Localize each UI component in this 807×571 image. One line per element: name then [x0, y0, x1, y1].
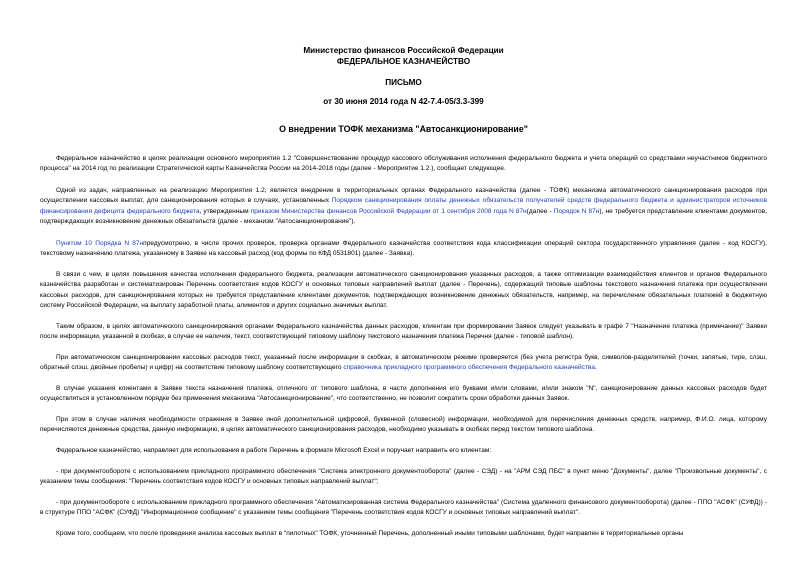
- paragraph-task-text-d: ), не требуется представление клиентами документов, подтверждающих возникновение денежных обязательств (далее - механизм "Автосанкционирование").: [40, 207, 767, 226]
- ministry-name: Министерство финансов Российской Федерации: [303, 46, 504, 55]
- paragraph-pilot: Кроме того, сообщаем, что после проведения анализа кассовых выплат в "пилотных" ТОФК, уточненный Перечень, дополненный иными типовыми шаблонами, будет направлен в территориальные органы: [56, 530, 684, 537]
- document-type: ПИСЬМО: [385, 78, 422, 87]
- paragraph-instructions: Таким образом, в целях автоматического санкционирования органами Федерального казначейства данных расходов, клиентам при формировании Заявок следует указывать в графе 7 "Назначение платежа (примечание)" Заявки после информации, указанной в скобках, в случае ее наличия, текст, соответствующий типовому шаблону текстового назначения платежа Перечня (далее - типовой шаблон).: [40, 323, 767, 341]
- paragraph-asfk-channel: - при документообороте с использованием прикладного программного обеспечения "Автоматизированная система Федерального казначейства" (Система удаленного финансового документооборота) (далее - ППО "АСФК" (СУФД)) - в структуре ППО "АСФК" (СУФД) "Информационное сообщение" с указанием темы сообщения "Перечень соответствия кодов КОСГУ и основных типовых направлений выплат".: [40, 499, 767, 517]
- paragraph-point10-text: предусмотрено, в числе прочих проверок, проверка органами Федерального казначейства соответствия кода классификации операций сектора государственного управления (далее - код КОСГУ), текстовому назначению платежа, указанному в Заявке на кассовый расход (код формы по КФД 0531801) (далее - Заявка).: [40, 240, 767, 258]
- link-order-87n[interactable]: Порядок N 87н: [553, 207, 600, 215]
- link-point-10[interactable]: Пунктом 10 Порядка N 87н: [56, 240, 144, 247]
- paragraph-additional-info: При этом в случае наличия необходимости отражения в Заявке иной дополнительной цифровой, буквенной (словесной) информации, необходимой для перечисления денежных средств, например, Ф.И.О. лица, которому перечисляются денежные средства, данную информацию, в целях автоматического санкционирования расходов, необходимо указывать в скобках перед текстом типового шаблона.: [40, 416, 767, 434]
- link-software-directory[interactable]: справочника прикладного программного обеспечения Федерального казначейства: [343, 364, 595, 372]
- document-subject: О внедрении ТОФК механизма "Автосанкционирование": [279, 124, 528, 134]
- paragraph-point10: [40, 239, 767, 260]
- paragraph-task-text-b: , утвержденным: [199, 207, 251, 215]
- agency-name: ФЕДЕРАЛЬНОЕ КАЗНАЧЕЙСТВО: [336, 57, 471, 66]
- document-date-number: от 30 июня 2014 года N 42-7.4-05/3.3-399: [323, 97, 484, 106]
- paragraph-auto-check: [40, 353, 767, 374]
- link-sanction-procedure[interactable]: Порядком санкционирования оплаты денежных обязательств получателей средств федерального бюджета и администраторов источников финансирования дефицита федерального бюджета: [40, 197, 767, 215]
- paragraph-list-development: В связи с чем, в целях повышения качества исполнения федерального бюджета, реализации автоматического санкционирования указанных расходов, а также оптимизации взаимодействия клиентов и органов Федерального казначейства разработан и систематизирован Перечень соответствия кодов КОСГУ и основных типовых направлений выплат (далее - Перечень), содержащий типовые шаблоны текстового назначения платежа при осуществлении кассовых расходов, для санкционирования которых не требуется представление клиентами документов, подтверждающих возникновение денежных обязательств, например, на перечисление обязательных платежей в бюджетную систему Российской Федерации, на выплату заработной платы, алиментов и других социально значимых выплат.: [40, 271, 767, 310]
- paragraph-auto-check-text-a: При автоматическом санкционировании кассовых расходов текст, указанный после информации в скобках, в автоматическом режиме проверяется (без учета регистра букв, символов-разделителей (точки, запятые, тире, слэш, обратный слэш, двойные пробелы) и цифр) на соответствие типовому шаблону соответствующего: [40, 354, 767, 372]
- paragraph-auto-check-text-b: .: [594, 364, 597, 372]
- paragraph-task: [40, 186, 767, 228]
- paragraph-task-text-a: Одной из задач, направленных на реализацию Мероприятия 1.2, является внедрение в территориальных органах Федерального казначейства (далее - ТОФК) механизма автоматического санкционирования расходов при осуществлении кассовых выплат, для санкционирования которых в случаях, установленных: [40, 187, 767, 205]
- link-minfin-order[interactable]: приказом Министерства финансов Российской Федерации от 1 сентября 2008 года N 87н: [250, 207, 527, 215]
- paragraph-sed-channel: - при документообороте с использованием прикладного программного обеспечения "Система электронного документооборота" (далее - СЭД) - на "АРМ СЭД ПБС" в пункт меню "Документы", далее "Произвольные документы", с указанием темы сообщения: "Перечень соответствия кодов КОСГУ и основных типовых направлений выплат";: [40, 468, 767, 486]
- paragraph-intro: Федеральное казначейство в целях реализации основного мероприятия 1.2 "Совершенствование процедур кассового обслуживания исполнения федерального бюджета и учета операций со средствами неучастников бюджетного процесса" на 2014 год по реализации Стратегической карты Казначейства России на 2014-2018 годы (далее - Мероприятие 1.2.), сообщает следующее.: [40, 155, 767, 173]
- paragraph-send-list: Федеральное казначейство, направляет для использования в работе Перечень в формате Microsoft Excel и поручает направить его клиентам:: [56, 447, 492, 454]
- paragraph-task-text-c: (далее -: [526, 207, 554, 215]
- paragraph-deviation: В случае указания клиентами в Заявке текста назначения платежа, отличного от типового шаблона, в части дополнения его буквами и/или словами, и/или знаком "N", санкционирование данных кассовых расходов будет осуществляться в установленном порядке без применения механизма "Автосанкционирование", что соответственно, не позволит сократить сроки обработки данных Заявок.: [40, 385, 767, 403]
